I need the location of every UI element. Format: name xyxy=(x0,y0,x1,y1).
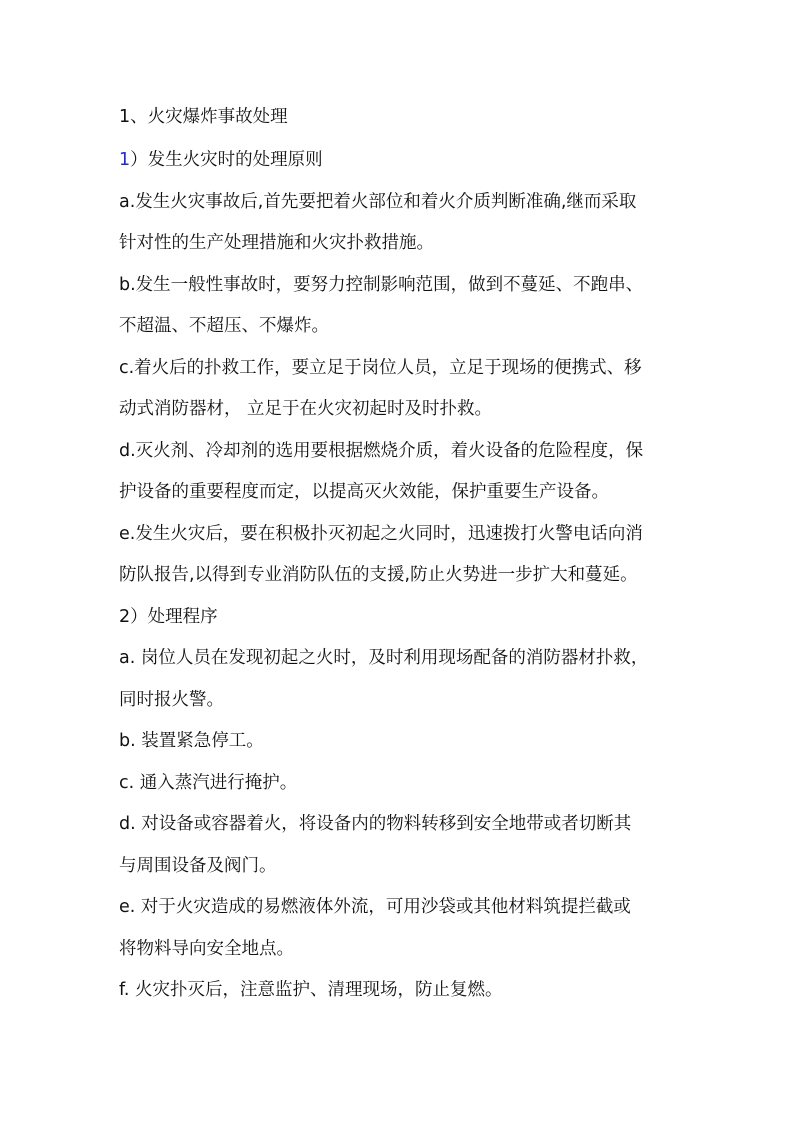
paragraph-line: b.发生一般性事故时，要努力控制影响范围，做到不蔓延、不跑串、 xyxy=(119,275,644,295)
paragraph-line: 不超温、不超压、不爆炸。 xyxy=(119,316,329,336)
paragraph-line: 防队报告,以得到专业消防队伍的支援,防止火势进一步扩大和蔓延。 xyxy=(119,565,638,585)
subsection-title-text: ）发生火灾时的处理原则 xyxy=(130,150,323,170)
section-heading: 1、火灾爆炸事故处理 xyxy=(119,107,288,127)
paragraph-line: 护设备的重要程度而定，以提高灭火效能，保护重要生产设备。 xyxy=(119,482,609,502)
paragraph-line: 同时报火警。 xyxy=(119,690,224,710)
paragraph-line: f. 火灾扑灭后，注意监护、清理现场，防止复燃。 xyxy=(119,980,503,1000)
subsection-number: 1 xyxy=(119,150,131,170)
paragraph-line: 针对性的生产处理措施和火灾扑救措施。 xyxy=(119,233,434,253)
paragraph-line: d.灭火剂、冷却剂的选用要根据燃烧介质，着火设备的危险程度，保 xyxy=(119,441,644,461)
paragraph-line: c.着火后的扑救工作，要立足于岗位人员，立足于现场的便携式、移 xyxy=(119,358,642,378)
paragraph-line: 与周围设备及阀门。 xyxy=(119,856,277,876)
paragraph-line: 将物料导向安全地点。 xyxy=(119,939,294,959)
paragraph-line: d. 对设备或容器着火，将设备内的物料转移到安全地带或者切断其 xyxy=(119,814,632,834)
paragraph-line: c. 通入蒸汽进行掩护。 xyxy=(119,773,298,793)
paragraph-line: a.发生火灾事故后,首先要把着火部位和着火介质判断准确,继而采取 xyxy=(119,192,637,212)
paragraph-line: a. 岗位人员在发现初起之火时，及时利用现场配备的消防器材扑救， xyxy=(119,648,649,668)
paragraph-line: b. 装置紧急停工。 xyxy=(119,731,264,751)
paragraph-line: 动式消防器材， 立足于在火灾初起时及时扑救。 xyxy=(119,399,493,419)
paragraph-line: e. 对于火灾造成的易燃液体外流，可用沙袋或其他材料筑提拦截或 xyxy=(119,897,631,917)
subsection-title-1 xyxy=(119,148,689,172)
subsection-title-2: 2）处理程序 xyxy=(119,607,218,627)
paragraph-line: e.发生火灾后，要在积极扑灭初起之火同时，迅速拨打火警电话向消 xyxy=(119,524,643,544)
